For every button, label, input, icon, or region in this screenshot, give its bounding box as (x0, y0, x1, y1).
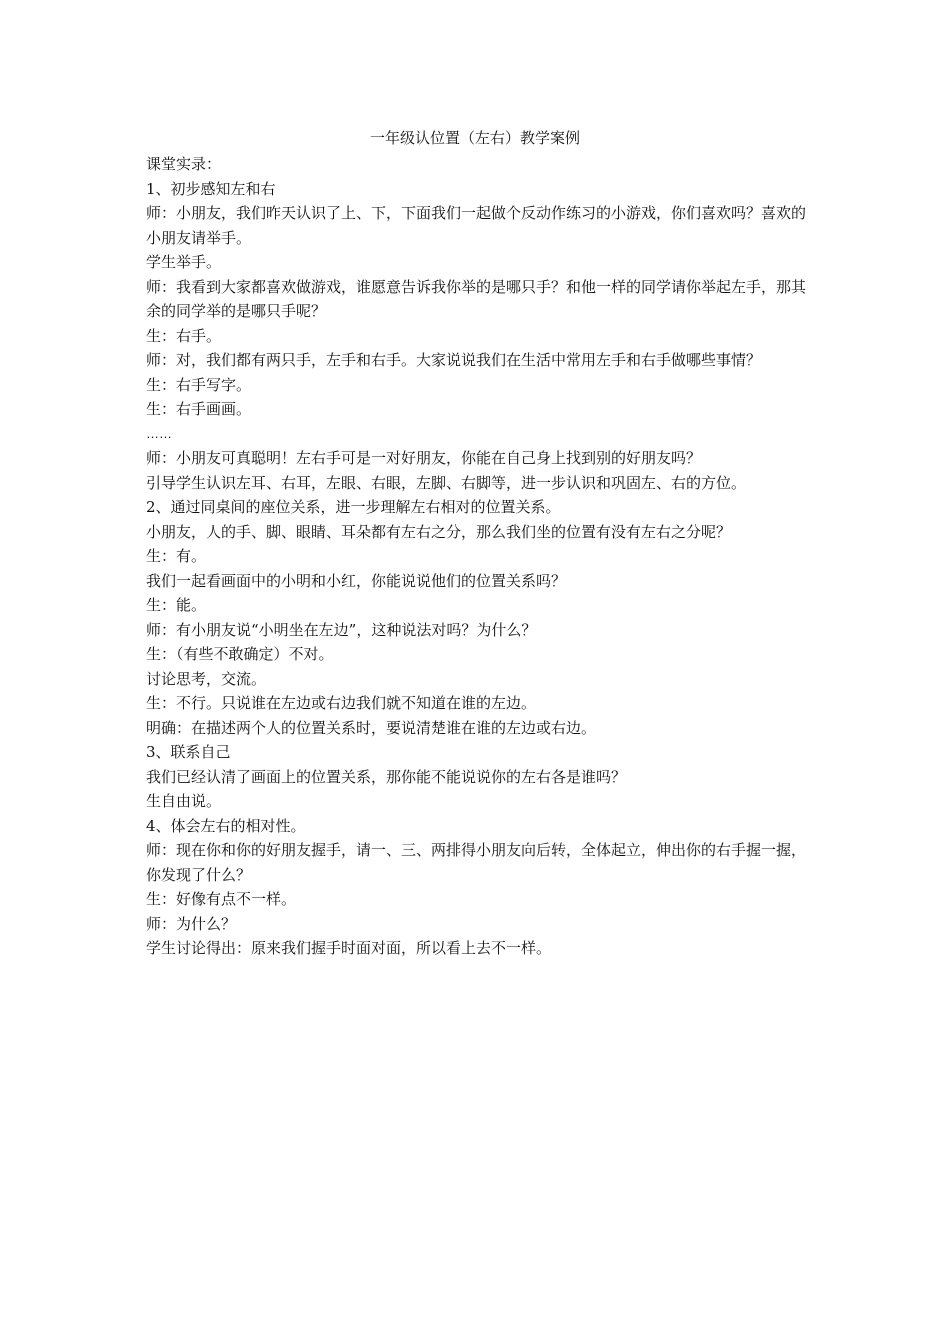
section-heading-1: 1、初步感知左和右 (146, 179, 276, 198)
paragraph: 生：右手。 (146, 326, 222, 345)
paragraph: 师：小朋友，我们昨天认识了上、下，下面我们一起做个反动作练习的小游戏，你们喜欢吗？喜欢的小朋友请举手。 (146, 204, 807, 247)
paragraph: 生：能。 (146, 596, 207, 614)
section-heading-4: 4、体会左右的相对性。 (146, 816, 306, 835)
paragraph: 生：有。 (146, 547, 207, 565)
paragraph: 师：我看到大家都喜欢做游戏，谁愿意告诉我你举的是哪只手？和他一样的同学请你举起左手，那其余的同学举的是哪只手呢？ (146, 277, 807, 320)
ellipsis: …… (146, 425, 172, 441)
paragraph: 生：（有些不敢确定）不对。 (146, 645, 334, 663)
paragraph: 学生举手。 (146, 253, 222, 271)
paragraph: 师：对，我们都有两只手，左手和右手。大家说说我们在生活中常用左手和右手做哪些事情？ (146, 351, 762, 369)
paragraph: 我们已经认清了画面上的位置关系，那你能不能说说你的左右各是谁吗？ (146, 767, 627, 786)
paragraph: 师：小朋友可真聪明！左右手可是一对好朋友，你能在自己身上找到别的好朋友吗？ (146, 449, 702, 467)
paragraph: 学生讨论得出：原来我们握手时面对面，所以看上去不一样。 (146, 939, 552, 957)
document-body (146, 152, 810, 961)
paragraph: 明确：在描述两个人的位置关系时，要说清楚谁在谁的左边或右边。 (146, 718, 597, 737)
paragraph: 生：右手写字。 (146, 375, 252, 394)
section-heading-3: 3、联系自己 (146, 743, 231, 761)
paragraph: 生：右手画画。 (146, 400, 252, 418)
document-title: 一年级认位置（左右）教学案例 (369, 129, 580, 147)
paragraph: 师：现在你和你的好朋友握手，请一、三、两排得小朋友向后转，全体起立，伸出你的右手握一握，你发现了什么？ (146, 841, 807, 884)
paragraph: 生自由说。 (146, 792, 222, 810)
paragraph: 师：有小朋友说“小明坐在左边”，这种说法对吗？为什么？ (146, 620, 537, 639)
paragraph: 讨论思考，交流。 (146, 669, 267, 688)
paragraph: 引导学生认识左耳、右耳，左眼、右眼，左脚、右脚等，进一步认识和巩固左、右的方位。 (146, 473, 747, 492)
paragraph: 师：为什么？ (146, 914, 237, 933)
paragraph-record-label: 课堂实录： (146, 155, 222, 173)
paragraph: 生：好像有点不一样。 (146, 890, 297, 908)
paragraph: 生：不行。只说谁在左边或右边我们就不知道在谁的左边。 (146, 694, 537, 712)
paragraph: 小朋友，人的手、脚、眼睛、耳朵都有左右之分，那么我们坐的位置有没有左右之分呢？ (146, 522, 732, 541)
section-heading-2: 2、通过同桌间的座位关系，进一步理解左右相对的位置关系。 (146, 498, 561, 516)
paragraph: 我们一起看画面中的小明和小红，你能说说他们的位置关系吗？ (146, 571, 567, 590)
